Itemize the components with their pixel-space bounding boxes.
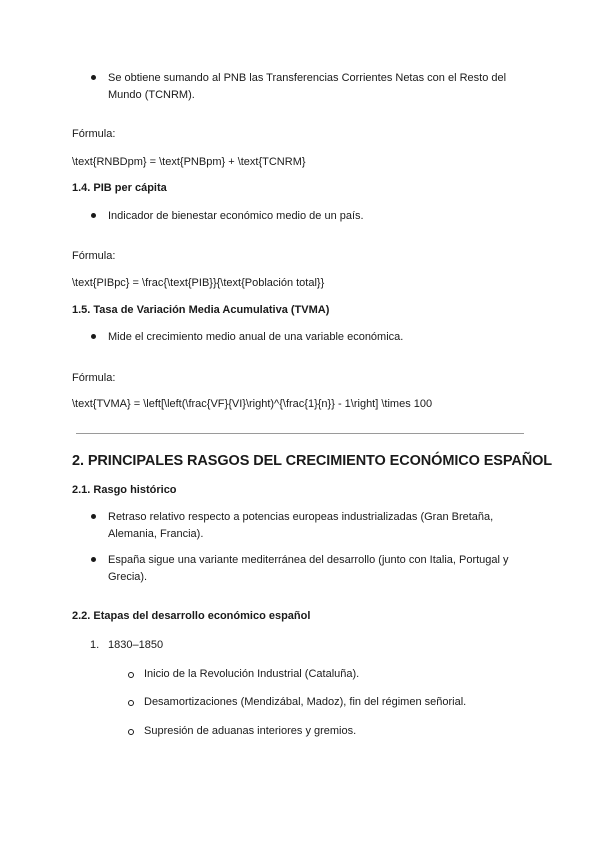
bullet-text: España sigue una variante mediterránea del desarrollo (junto con Italia, Portugal y Grecia). bbox=[108, 554, 509, 583]
stage-label: 1830–1850 bbox=[108, 639, 164, 651]
sub-item-text: Supresión de aduanas interiores y gremios. bbox=[144, 725, 357, 737]
formula-text: \text{RNBDpm} = \text{PNBpm} + \text{TCNRM} bbox=[72, 156, 306, 168]
section-heading: 1.4. PIB per cápita bbox=[72, 182, 167, 194]
formula-text: \text{TVMA} = \left[\left(\frac{VF}{VI}\right)^{\frac{1}{n}} - 1\right] \times 100 bbox=[72, 398, 433, 410]
sub-item-text: Inicio de la Revolución Industrial (Cataluña). bbox=[144, 668, 360, 680]
section-heading: 1.5. Tasa de Variación Media Acumulativa (TVMA) bbox=[72, 304, 330, 316]
bullet-text: Indicador de bienestar económico medio de un país. bbox=[108, 210, 364, 222]
formula-label: Fórmula: bbox=[72, 372, 116, 384]
bullet-icon bbox=[91, 514, 96, 519]
sub-item-text: Desamortizaciones (Mendizábal, Madoz), fin del régimen señorial. bbox=[144, 696, 467, 708]
bullet-icon bbox=[91, 334, 96, 339]
chapter-heading: 2. PRINCIPALES RASGOS DEL CRECIMIENTO ECONÓMICO ESPAÑOL bbox=[72, 453, 553, 469]
hollow-bullet-icon bbox=[128, 729, 134, 735]
hollow-bullet-icon bbox=[128, 672, 134, 678]
hollow-bullet-icon bbox=[128, 700, 134, 706]
section-heading: 2.2. Etapas del desarrollo económico español bbox=[72, 610, 311, 622]
bullet-icon bbox=[91, 213, 96, 218]
bullet-text: Retraso relativo respecto a potencias europeas industrializadas (Gran Bretaña, Alemania, Francia). bbox=[108, 511, 494, 540]
bullet-icon bbox=[91, 557, 96, 562]
section-heading: 2.1. Rasgo histórico bbox=[72, 484, 177, 496]
bullet-icon bbox=[91, 75, 96, 80]
list-number: 1. bbox=[90, 639, 100, 651]
formula-label: Fórmula: bbox=[72, 128, 116, 140]
bullet-text: Se obtiene sumando al PNB las Transferencias Corrientes Netas con el Resto del Mundo (TCNRM). bbox=[108, 72, 507, 101]
formula-label: Fórmula: bbox=[72, 250, 116, 262]
bullet-text: Mide el crecimiento medio anual de una variable económica. bbox=[108, 331, 404, 343]
horizontal-divider bbox=[76, 433, 524, 434]
formula-text: \text{PIBpc} = \frac{\text{PIB}}{\text{Población total}} bbox=[72, 277, 325, 289]
